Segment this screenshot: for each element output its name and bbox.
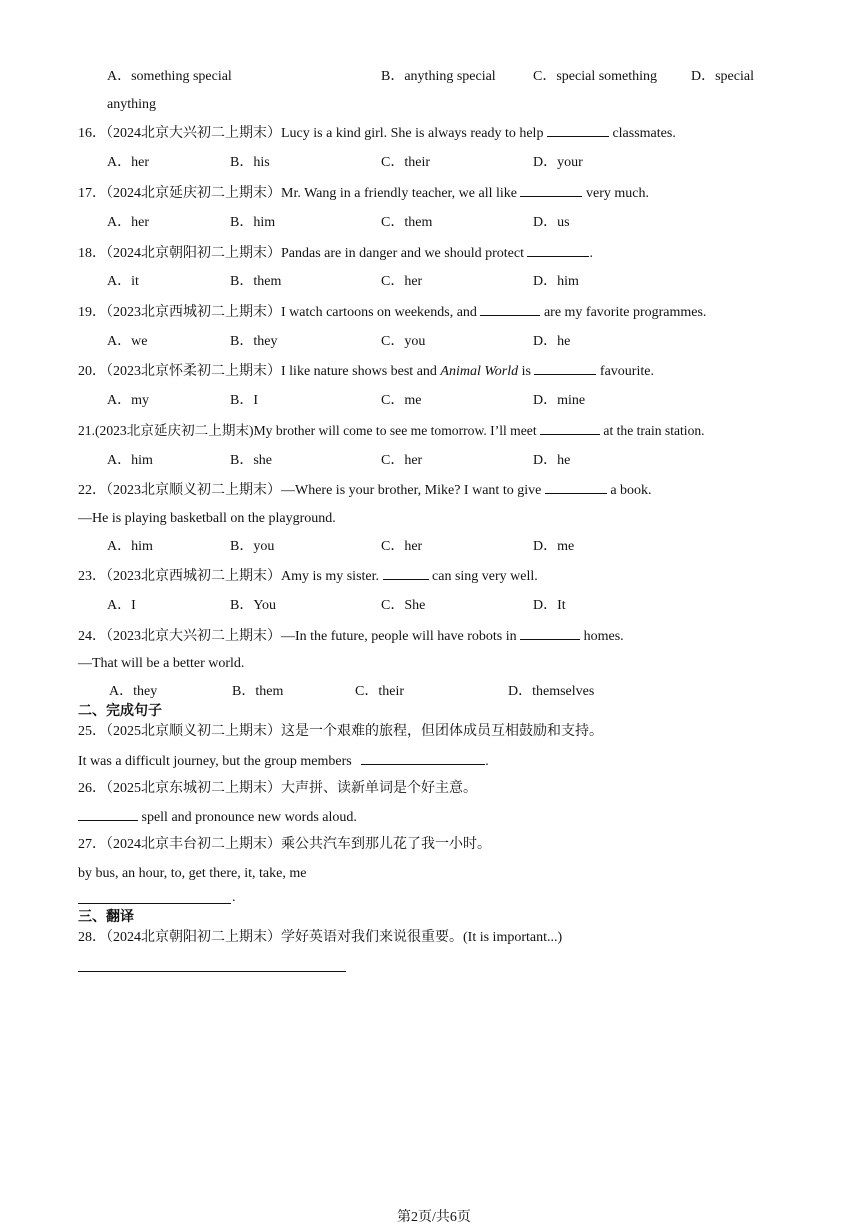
q28-answer-blank[interactable] xyxy=(78,971,346,972)
q18-text-pre: Pandas are in danger and we should protect xyxy=(281,246,524,261)
q18-number: 18． xyxy=(78,246,106,261)
q18-source: （2024北京朝阳初二上期末） xyxy=(106,246,281,261)
q17-option-d[interactable]: D．us xyxy=(533,215,570,230)
q20-option-c[interactable]: C．me xyxy=(381,393,422,408)
q23-option-c[interactable]: C．She xyxy=(381,598,426,613)
q24-source: （2023北京大兴初二上期末） xyxy=(106,629,281,644)
q25-english-post: . xyxy=(485,754,489,769)
q22-options xyxy=(0,538,868,556)
q17-option-c[interactable]: C．them xyxy=(381,215,433,230)
q21-options xyxy=(0,452,868,470)
q18-options xyxy=(0,273,868,291)
q26-chinese: 大声拼、读新单词是个好主意。 xyxy=(281,781,477,796)
q17-text-pre: Mr. Wang in a friendly teacher, we all like xyxy=(281,186,517,201)
q16-text-pre: Lucy is a kind girl. She is always ready to help xyxy=(281,126,544,141)
q16-source: （2024北京大兴初二上期末） xyxy=(106,126,281,141)
q19-option-b[interactable]: B．they xyxy=(230,334,278,349)
q20-text-post: favourite. xyxy=(599,364,654,379)
q17-source: （2024北京延庆初二上期末） xyxy=(106,186,281,201)
q23-option-d[interactable]: D．It xyxy=(533,598,566,613)
q19-text-post: are my favorite programmes. xyxy=(543,305,707,320)
q24-continuation: —That will be a better world. xyxy=(78,656,245,671)
q20-stem xyxy=(78,362,654,381)
q22-blank xyxy=(545,481,607,494)
q15-option-d[interactable]: D．special xyxy=(691,69,754,84)
q20-text-pre: I like nature shows best and xyxy=(281,364,437,379)
q25-chinese: 这是一个艰难的旅程，但团体成员互相鼓励和支持。 xyxy=(281,724,603,739)
q16-blank xyxy=(547,124,609,137)
section3-heading: 三、翻译 xyxy=(78,909,134,925)
q20-option-a[interactable]: A．my xyxy=(107,393,149,408)
q18-option-c[interactable]: C．her xyxy=(381,274,423,289)
q17-option-b[interactable]: B．him xyxy=(230,215,276,230)
q19-source: （2023北京西城初二上期末） xyxy=(106,305,281,320)
q19-option-a[interactable]: A．we xyxy=(107,334,148,349)
q19-blank xyxy=(480,303,540,316)
q24-option-c[interactable]: C．their xyxy=(355,684,404,699)
q18-option-d[interactable]: D．him xyxy=(533,274,579,289)
q26-number: 26． xyxy=(78,781,106,796)
q20-source: （2023北京怀柔初二上期末） xyxy=(106,364,281,379)
q28-source: （2024北京朝阳初二上期末） xyxy=(106,930,281,945)
q15-option-a[interactable]: A．something special xyxy=(107,69,232,84)
q24-number: 24． xyxy=(78,629,106,644)
q28-chinese: 学好英语对我们来说很重要。 xyxy=(281,930,463,945)
q20-number: 20． xyxy=(78,364,106,379)
q22-option-d[interactable]: D．me xyxy=(533,539,575,554)
q21-text-post: at the train station. xyxy=(603,423,705,438)
q21-option-d[interactable]: D．he xyxy=(533,453,571,468)
q21-source: (2023北京延庆初二上期末) xyxy=(95,423,254,438)
q24-option-d[interactable]: D．themselves xyxy=(508,684,595,699)
q27-chinese: 乘公共汽车到那儿花了我一小时。 xyxy=(281,837,491,852)
q27-stem xyxy=(78,836,491,854)
q23-option-b[interactable]: B．You xyxy=(230,598,277,613)
q22-option-b[interactable]: B．you xyxy=(230,539,275,554)
q17-options xyxy=(0,214,868,232)
q25-source: （2025北京顺义初二上期末） xyxy=(106,724,281,739)
q26-english-post: spell and pronounce new words aloud. xyxy=(141,810,357,825)
q19-options xyxy=(0,333,868,351)
q26-answer-line xyxy=(78,808,357,827)
q16-text-post: classmates. xyxy=(612,126,676,141)
q22-number: 22． xyxy=(78,483,106,498)
q24-options xyxy=(0,683,868,701)
q27-source: （2024北京丰台初二上期末） xyxy=(106,837,281,852)
q25-blank[interactable] xyxy=(361,752,485,765)
q16-option-d[interactable]: D．your xyxy=(533,155,583,170)
q16-option-a[interactable]: A．her xyxy=(107,155,149,170)
q26-source: （2025北京东城初二上期末） xyxy=(106,781,281,796)
q16-stem xyxy=(78,124,676,143)
q23-blank xyxy=(383,567,429,580)
q18-stem xyxy=(78,244,593,263)
q26-stem xyxy=(78,780,477,798)
q20-option-d[interactable]: D．mine xyxy=(533,393,586,408)
q27-answer-blank[interactable] xyxy=(78,903,231,904)
q21-text-pre: My brother will come to see me tomorrow. I’ll meet xyxy=(253,423,537,438)
q20-options xyxy=(0,392,868,410)
q24-option-b[interactable]: B．them xyxy=(232,684,284,699)
q28-hint: (It is important...) xyxy=(463,930,563,945)
q19-option-c[interactable]: C．you xyxy=(381,334,426,349)
q24-blank xyxy=(520,627,580,640)
q16-options xyxy=(0,154,868,172)
q23-options xyxy=(0,597,868,615)
q27-answer-end: . xyxy=(232,890,236,905)
q22-option-a[interactable]: A．him xyxy=(107,539,153,554)
q25-stem xyxy=(78,723,603,741)
q19-number: 19． xyxy=(78,305,106,320)
q17-text-post: very much. xyxy=(585,186,649,201)
q19-option-d[interactable]: D．he xyxy=(533,334,571,349)
q21-option-c[interactable]: C．her xyxy=(381,453,423,468)
q15-option-b[interactable]: B．anything special xyxy=(381,69,496,84)
q18-option-b[interactable]: B．them xyxy=(230,274,282,289)
q19-stem xyxy=(78,303,706,322)
q23-text-pre: Amy is my sister. xyxy=(281,569,380,584)
q17-number: 17． xyxy=(78,186,106,201)
q18-option-a[interactable]: A．it xyxy=(107,274,139,289)
q15-options xyxy=(0,68,868,86)
q25-number: 25． xyxy=(78,724,106,739)
page-number-footer: 第2页/共6页 xyxy=(397,1210,471,1225)
q24-option-a[interactable]: A．they xyxy=(109,684,158,699)
q20-blank xyxy=(534,362,596,375)
q19-text-pre: I watch cartoons on weekends, and xyxy=(281,305,477,320)
q22-stem xyxy=(78,481,652,500)
q25-english-pre: It was a difficult journey, but the group members xyxy=(78,754,352,769)
q23-text-post: can sing very well. xyxy=(432,569,538,584)
q22-text-pre: —Where is your brother, Mike? I want to give xyxy=(281,483,542,498)
q22-option-c[interactable]: C．her xyxy=(381,539,423,554)
q21-blank xyxy=(540,422,600,435)
q21-stem xyxy=(78,422,705,440)
q17-stem xyxy=(78,184,649,203)
q17-blank xyxy=(520,184,582,197)
q20-text-italic: Animal World xyxy=(440,364,519,379)
q22-continuation: —He is playing basketball on the playground. xyxy=(78,511,336,526)
q23-stem xyxy=(78,567,538,586)
q27-number: 27． xyxy=(78,837,106,852)
q23-option-a[interactable]: A．I xyxy=(107,598,136,613)
q16-number: 16． xyxy=(78,126,106,141)
q15-option-c[interactable]: C．special something xyxy=(533,69,658,84)
q24-stem xyxy=(78,627,624,646)
q22-source: （2023北京顺义初二上期末） xyxy=(106,483,281,498)
q16-option-b[interactable]: B．his xyxy=(230,155,270,170)
q20-text-mid: is xyxy=(521,364,531,379)
q21-option-b[interactable]: B．she xyxy=(230,453,272,468)
q20-option-b[interactable]: B．I xyxy=(230,393,258,408)
section2-heading: 二、完成句子 xyxy=(78,703,162,719)
q21-number: 21. xyxy=(78,423,95,438)
q27-word-list: by bus, an hour, to, get there, it, take, me xyxy=(78,866,307,881)
q21-option-a[interactable]: A．him xyxy=(107,453,153,468)
q24-text-pre: —In the future, people will have robots in xyxy=(281,629,517,644)
q25-answer-line xyxy=(78,752,489,771)
q16-option-c[interactable]: C．their xyxy=(381,155,430,170)
q23-source: （2023北京西城初二上期末） xyxy=(106,569,281,584)
q26-blank[interactable] xyxy=(78,808,138,821)
q22-text-post: a book. xyxy=(610,483,652,498)
q17-option-a[interactable]: A．her xyxy=(107,215,149,230)
q23-number: 23． xyxy=(78,569,106,584)
q18-blank xyxy=(527,244,589,257)
q28-stem xyxy=(78,929,562,947)
q28-number: 28． xyxy=(78,930,106,945)
q24-text-post: homes. xyxy=(583,629,624,644)
q15-option-d-wrap: anything xyxy=(107,97,156,112)
q18-text-post: . xyxy=(589,246,593,261)
